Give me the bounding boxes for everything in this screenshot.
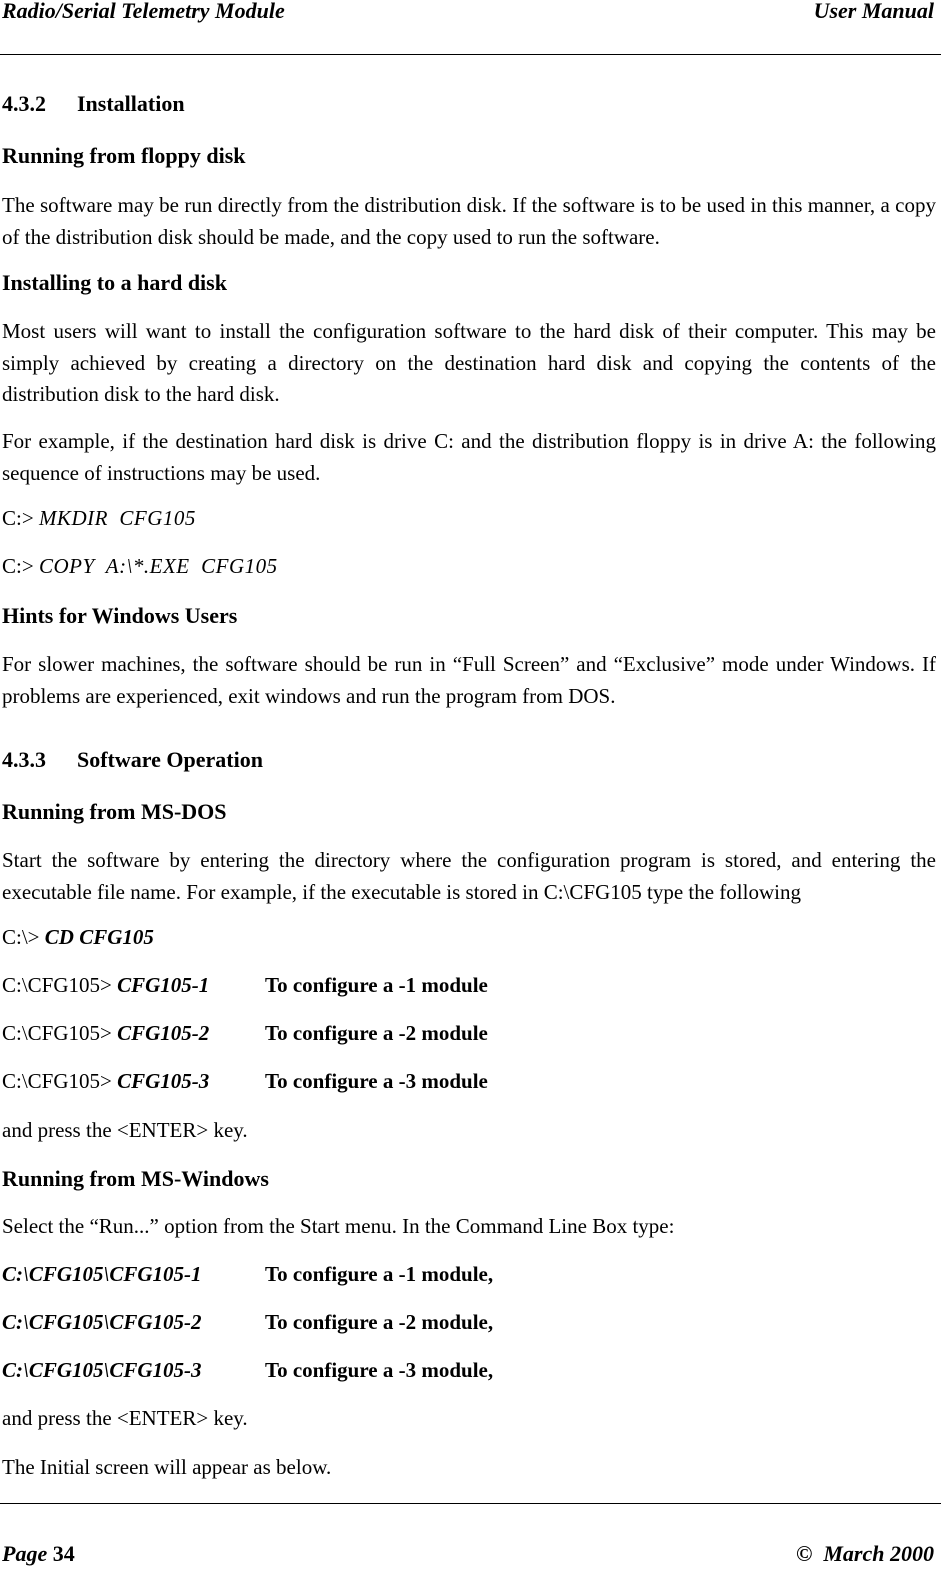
dos-command-line: [2, 973, 209, 998]
windows-hints-heading: Hints for Windows Users: [2, 603, 238, 628]
section-title-operation: Software Operation: [77, 747, 263, 772]
initial-screen-text: The Initial screen will appear as below.: [2, 1455, 332, 1479]
footer-page: [2, 1541, 75, 1567]
footer-rule: [0, 1503, 941, 1504]
section-number-installation: 4.3.2: [2, 91, 46, 116]
section-title-installation: Installation: [77, 91, 185, 116]
copy-command-line: [2, 554, 278, 579]
dos-prompt: C:\CFG105>: [2, 1069, 112, 1093]
windows-command-description: To configure a -3 module,: [265, 1358, 494, 1382]
dos-command-line: [2, 1021, 209, 1046]
dos-command-description: To configure a -1 module: [265, 973, 488, 997]
dos-command-description: To configure a -3 module: [265, 1069, 488, 1093]
header-rule: [0, 54, 941, 55]
mkdir-command: MKDIR CFG105: [38, 506, 196, 530]
dos-command: CFG105-2: [117, 1021, 210, 1045]
floppy-heading: Running from floppy disk: [2, 143, 246, 168]
windows-command-description: To configure a -1 module,: [265, 1262, 494, 1286]
dos-command-line: [2, 1069, 209, 1094]
copy-command: COPY A:\*.EXE CFG105: [38, 554, 278, 578]
dos-command: CFG105-1: [117, 973, 210, 997]
mkdir-prompt: C:>: [2, 506, 34, 530]
hard-disk-paragraph: Most users will want to install the configuration software to the hard disk of their computer. This may be simply achieved by creating a directory on the destination hard disk and copying the contents of the distribution disk to the hard disk.: [2, 319, 936, 406]
footer-date-text: March 2000: [823, 1541, 934, 1566]
ms-dos-heading: Running from MS-DOS: [2, 799, 227, 824]
example-paragraph: For example, if the destination hard disk is drive C: and the distribution floppy is in drive A: the following sequence of instructions may be used.: [2, 429, 936, 485]
windows-command: C:\CFG105\CFG105-2: [2, 1310, 202, 1334]
dos-prompt: C:\CFG105>: [2, 1021, 112, 1045]
header-manual-label: User Manual: [813, 0, 934, 23]
cd-prompt: C:\>: [2, 925, 40, 949]
dos-enter-text: and press the <ENTER> key.: [2, 1118, 248, 1142]
section-number-operation: 4.3.3: [2, 747, 46, 772]
cd-command: CD CFG105: [44, 925, 154, 949]
mkdir-command-line: [2, 506, 196, 531]
ms-windows-heading: Running from MS-Windows: [2, 1166, 269, 1191]
page-number: 34: [52, 1541, 75, 1566]
ms-windows-paragraph: Select the “Run...” option from the Start menu. In the Command Line Box type:: [2, 1214, 675, 1238]
ms-dos-paragraph: Start the software by entering the directory where the configuration program is stored, and entering the executable file name. For example, if the executable is stored in C:\CFG105 type the following: [2, 848, 936, 904]
windows-command: C:\CFG105\CFG105-1: [2, 1262, 202, 1286]
windows-command: C:\CFG105\CFG105-3: [2, 1358, 202, 1382]
copy-prompt: C:>: [2, 554, 34, 578]
dos-command-description: To configure a -2 module: [265, 1021, 488, 1045]
windows-hints-paragraph: For slower machines, the software should be run in “Full Screen” and “Exclusive” mode under Windows. If problems are experienced, exit windows and run the program from DOS.: [2, 652, 936, 708]
copyright-symbol: ©: [795, 1541, 813, 1566]
windows-enter-text: and press the <ENTER> key.: [2, 1406, 248, 1430]
dos-prompt: C:\CFG105>: [2, 973, 112, 997]
page-label: Page: [2, 1541, 48, 1566]
cd-command-line: [2, 925, 154, 950]
footer-date: [796, 1541, 934, 1567]
hard-disk-heading: Installing to a hard disk: [2, 270, 227, 295]
header-title: Radio/Serial Telemetry Module: [2, 0, 285, 23]
floppy-paragraph: The software may be run directly from the distribution disk. If the software is to be used in this manner, a copy of the distribution disk should be made, and the copy used to run the software.: [2, 193, 936, 249]
dos-command: CFG105-3: [117, 1069, 210, 1093]
windows-command-description: To configure a -2 module,: [265, 1310, 494, 1334]
